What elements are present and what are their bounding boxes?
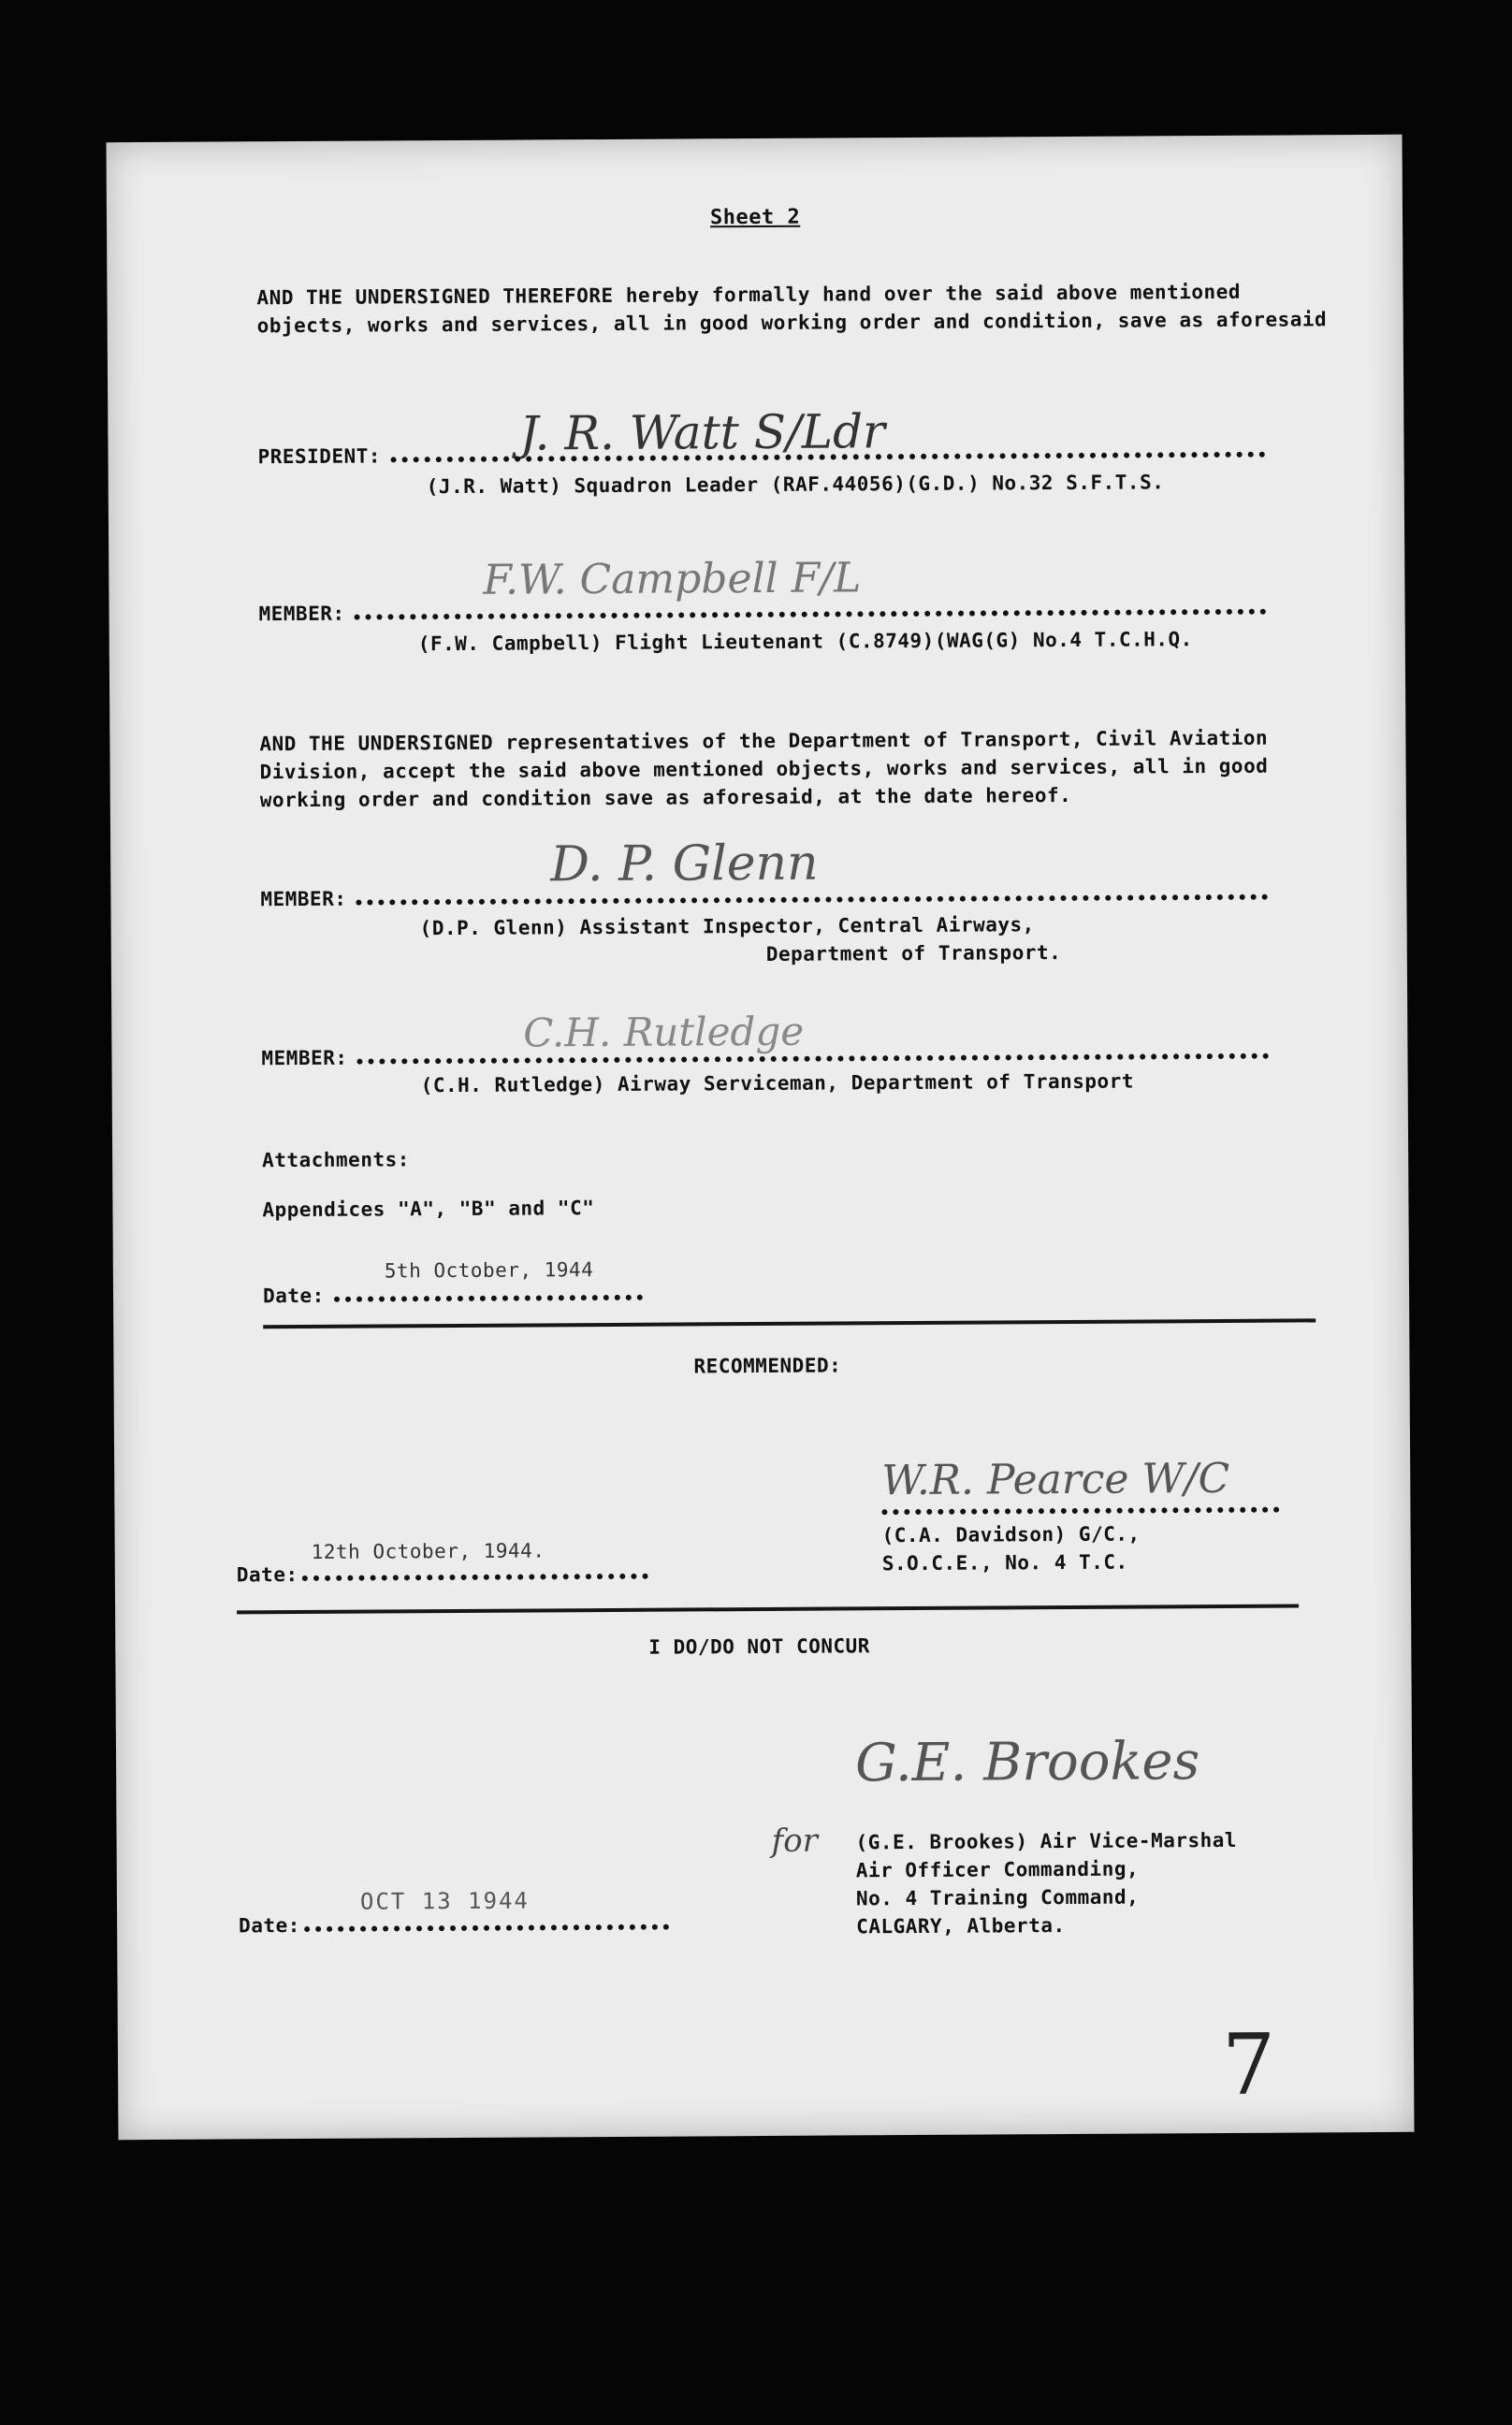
final-signatory-line-3: No. 4 Training Command, [855, 1885, 1140, 1910]
date2-value: 12th October, 1944. [311, 1539, 545, 1563]
section-divider-1 [263, 1318, 1316, 1329]
member2-typed-name-1: (D.P. Glenn) Assistant Inspector, Central Airways, [419, 913, 1035, 940]
acceptance-line-1: AND THE UNDERSIGNED representatives of the Department of Transport, Civil Aviation [259, 726, 1269, 756]
acceptance-line-2: Division, accept the said above mentioned objects, works and services, all in good [259, 754, 1269, 784]
recommended-typed-name-1: (C.A. Davidson) G/C., [881, 1522, 1141, 1547]
date1-line [334, 1295, 643, 1302]
final-signature: G.E. Brookes [854, 1731, 1200, 1794]
page-number: 7 [1221, 2015, 1276, 2115]
final-signatory-line-2: Air Officer Commanding, [855, 1857, 1140, 1882]
attachments-label: Attachments: [262, 1148, 410, 1172]
section-divider-2 [237, 1604, 1299, 1614]
recommended-signature: W.R. Pearce W/C [881, 1454, 1230, 1505]
date3-stamp: OCT 13 1944 [359, 1887, 531, 1915]
member3-label: MEMBER: [261, 1046, 348, 1070]
concur-text: I DO/DO NOT CONCUR [648, 1634, 870, 1659]
handover-line-2: objects, works and services, all in good working order and condition, save as aforesaid [256, 308, 1328, 338]
member2-typed-name-2: Department of Transport. [765, 941, 1062, 966]
member2-signature: D. P. Glenn [550, 835, 819, 893]
member1-typed-name: (F.W. Campbell) Flight Lieutenant (C.8749)(WAG(G) No.4 T.C.H.Q. [417, 628, 1193, 656]
member3-signature: C.H. Rutledge [523, 1008, 805, 1056]
attachments-value: Appendices "A", "B" and "C" [262, 1197, 595, 1222]
president-signature: J. R. Watt S/Ldr [519, 404, 886, 461]
member1-label: MEMBER: [258, 602, 345, 626]
document-page [106, 135, 1414, 2140]
member3-typed-name: (C.H. Rutledge) Airway Serviceman, Department of Transport [420, 1069, 1135, 1097]
recommended-typed-name-2: S.O.C.E., No. 4 T.C. [881, 1550, 1128, 1576]
member3-signature-line [356, 1053, 1269, 1065]
sheet-title: Sheet 2 [709, 205, 801, 230]
handover-line-1: AND THE UNDERSIGNED THEREFORE hereby formally hand over the said above mentioned [256, 280, 1242, 310]
president-typed-name: (J.R. Watt) Squadron Leader (RAF.44056)(G.D.) No.32 S.F.T.S. [426, 471, 1165, 499]
date3-label: Date: [239, 1914, 300, 1938]
date2-line [302, 1574, 648, 1581]
final-signatory-line-4: CALGARY, Alberta. [856, 1914, 1066, 1939]
acceptance-line-3: working order and condition save as aforesaid, at the date hereof. [259, 783, 1072, 812]
date2-label: Date: [236, 1563, 298, 1587]
date3-line [304, 1924, 669, 1932]
member2-signature-line [356, 894, 1268, 906]
president-label: PRESIDENT: [257, 444, 382, 469]
member1-signature: F.W. Campbell F/L [483, 554, 862, 604]
final-signatory-line-1: (G.E. Brookes) Air Vice-Marshal [855, 1828, 1238, 1854]
per-mark: for [771, 1822, 819, 1860]
recommended-signature-line [881, 1507, 1279, 1516]
recommended-label: RECOMMENDED: [693, 1354, 842, 1378]
date1-label: Date: [262, 1284, 325, 1308]
date1-value: 5th October, 1944 [384, 1258, 594, 1283]
member1-signature-line [355, 609, 1267, 620]
member2-label: MEMBER: [260, 887, 347, 911]
